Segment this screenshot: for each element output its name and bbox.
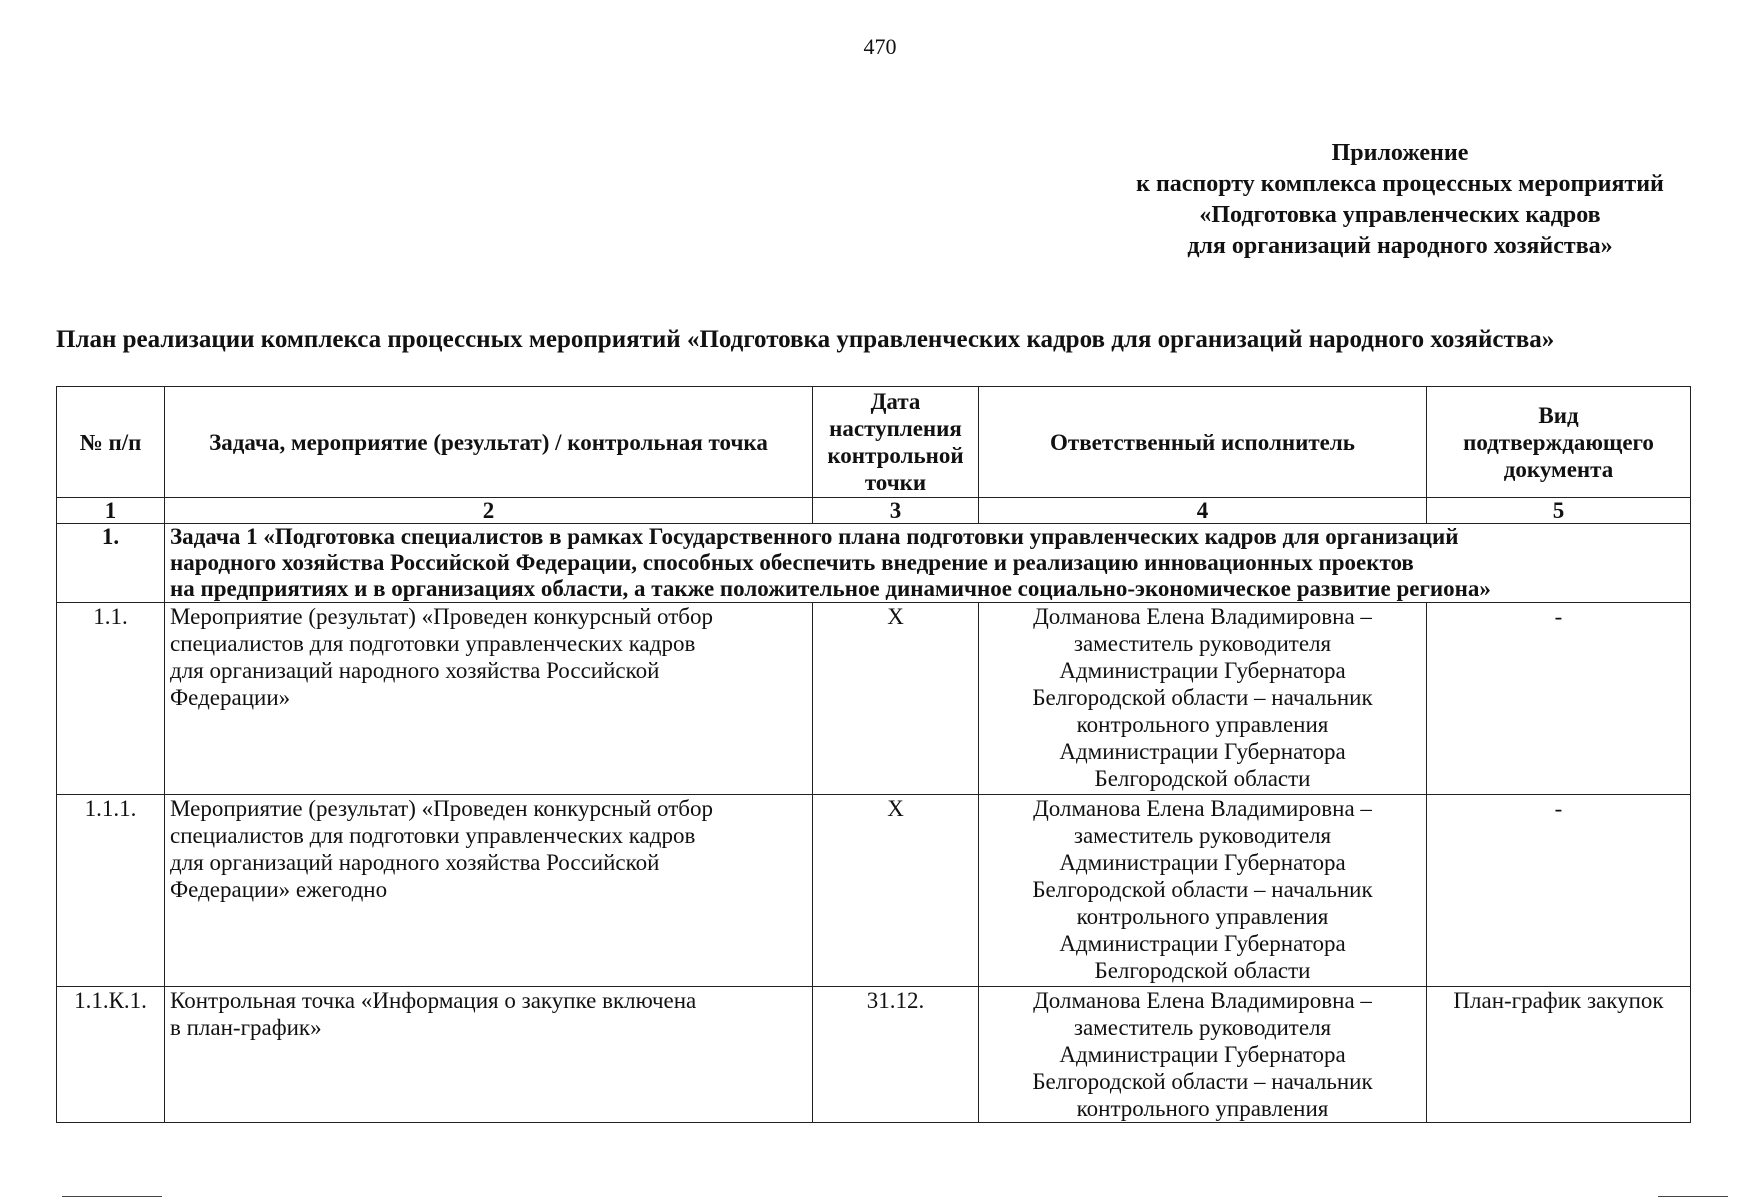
appendix-line: «Подготовка управленческих кадров [1199,202,1601,228]
header-doc-line: подтверждающего [1463,429,1654,455]
column-number: 5 [1427,498,1691,524]
header-num: № п/п [57,387,165,498]
task-line: Задача 1 «Подготовка специалистов в рамках Государственного плана подготовки управленческих кадров для организаций [170,524,1459,549]
row-executor-line: заместитель руководителя [1073,823,1332,848]
row-document: - [1427,795,1691,987]
row-executor-line: Белгородской области – начальник [1032,1069,1373,1094]
task-line: народного хозяйства Российской Федерации, способных обеспечить внедрение и реализацию инновационных проектов [170,550,1414,575]
row-executor-line: Администрации Губернатора [1059,931,1346,956]
row-date: Х [813,603,979,795]
row-executor-line: Белгородской области [1094,766,1311,791]
row-task-line: для организаций народного хозяйства Российской [170,658,660,683]
row-executor-line: заместитель руководителя [1073,1015,1332,1040]
appendix-line: Приложение [1331,140,1469,166]
column-number: 2 [165,498,813,524]
page-number: 470 [863,34,897,59]
header-executor: Ответственный исполнитель [979,387,1427,498]
row-date: Х [813,795,979,987]
row-executor-line: контрольного управления [1076,904,1329,929]
task-description [165,524,1691,603]
plan-title: План реализации комплекса процессных мероприятий «Подготовка управленческих кадров для организаций народного хозяйства» [56,326,1555,353]
row-number: 1.1. [57,603,165,795]
row-task-line: в план-график» [170,1015,322,1040]
row-task [165,987,813,1123]
row-executor [979,987,1427,1123]
row-task-line: Мероприятие (результат) «Проведен конкурсный отбор [170,604,713,629]
row-task-line: специалистов для подготовки управленческих кадров [170,631,696,656]
header-doc-line: Вид [1538,402,1579,428]
header-doc [1427,387,1691,498]
table-row [57,987,1691,1123]
row-task-line: Федерации» [170,685,291,710]
row-executor-line: Белгородской области – начальник [1032,877,1373,902]
row-executor-line: заместитель руководителя [1073,631,1332,656]
row-number: 1.1.1. [57,795,165,987]
task-number: 1. [57,524,165,603]
table-row [57,603,1691,795]
row-executor-line: контрольного управления [1076,1096,1329,1121]
header-doc-line: документа [1503,456,1614,482]
row-task [165,795,813,987]
header-date-line: точки [864,470,927,495]
row-executor-line: Белгородской области – начальник [1032,685,1373,710]
row-executor [979,603,1427,795]
row-executor-line: Долманова Елена Владимировна – [1033,604,1372,629]
row-executor-line: контрольного управления [1076,712,1329,737]
row-date: 31.12. [813,987,979,1123]
appendix-line: для организаций народного хозяйства» [1187,233,1613,259]
row-executor-line: Администрации Губернатора [1059,1042,1346,1067]
header-date-line: наступления [829,416,962,441]
task-line: на предприятиях и в организациях области, а также положительное динамичное социально-экономическое развитие региона» [170,576,1491,601]
column-number: 1 [57,498,165,524]
table-header-row [57,387,1691,498]
row-document: План-график закупок [1427,987,1691,1123]
row-task [165,603,813,795]
row-task-line: Мероприятие (результат) «Проведен конкурсный отбор [170,796,713,821]
header-date [813,387,979,498]
row-task-line: Федерации» ежегодно [170,877,388,902]
header-date-line: Дата [870,389,921,414]
row-task-line: Контрольная точка «Информация о закупке включена [170,988,697,1013]
row-executor-line: Администрации Губернатора [1059,739,1346,764]
row-executor-line: Белгородской области [1094,958,1311,983]
column-number-row [57,498,1691,524]
row-executor [979,795,1427,987]
row-document: - [1427,603,1691,795]
plan-table [56,386,1691,1123]
row-executor-line: Долманова Елена Владимировна – [1033,988,1372,1013]
appendix-block [1040,138,1760,262]
row-number: 1.1.К.1. [57,987,165,1123]
row-task-line: специалистов для подготовки управленческих кадров [170,823,696,848]
header-date-line: контрольной [827,443,964,468]
row-task-line: для организаций народного хозяйства Российской [170,850,660,875]
table-row [57,795,1691,987]
row-executor-line: Администрации Губернатора [1059,850,1346,875]
task-row [57,524,1691,603]
appendix-line: к паспорту комплекса процессных мероприятий [1136,171,1664,197]
row-executor-line: Администрации Губернатора [1059,658,1346,683]
row-executor-line: Долманова Елена Владимировна – [1033,796,1372,821]
footnote-divider-right [1658,1196,1728,1197]
column-number: 3 [813,498,979,524]
header-task: Задача, мероприятие (результат) / контрольная точка [165,387,813,498]
column-number: 4 [979,498,1427,524]
footnote-divider-left [62,1196,162,1197]
